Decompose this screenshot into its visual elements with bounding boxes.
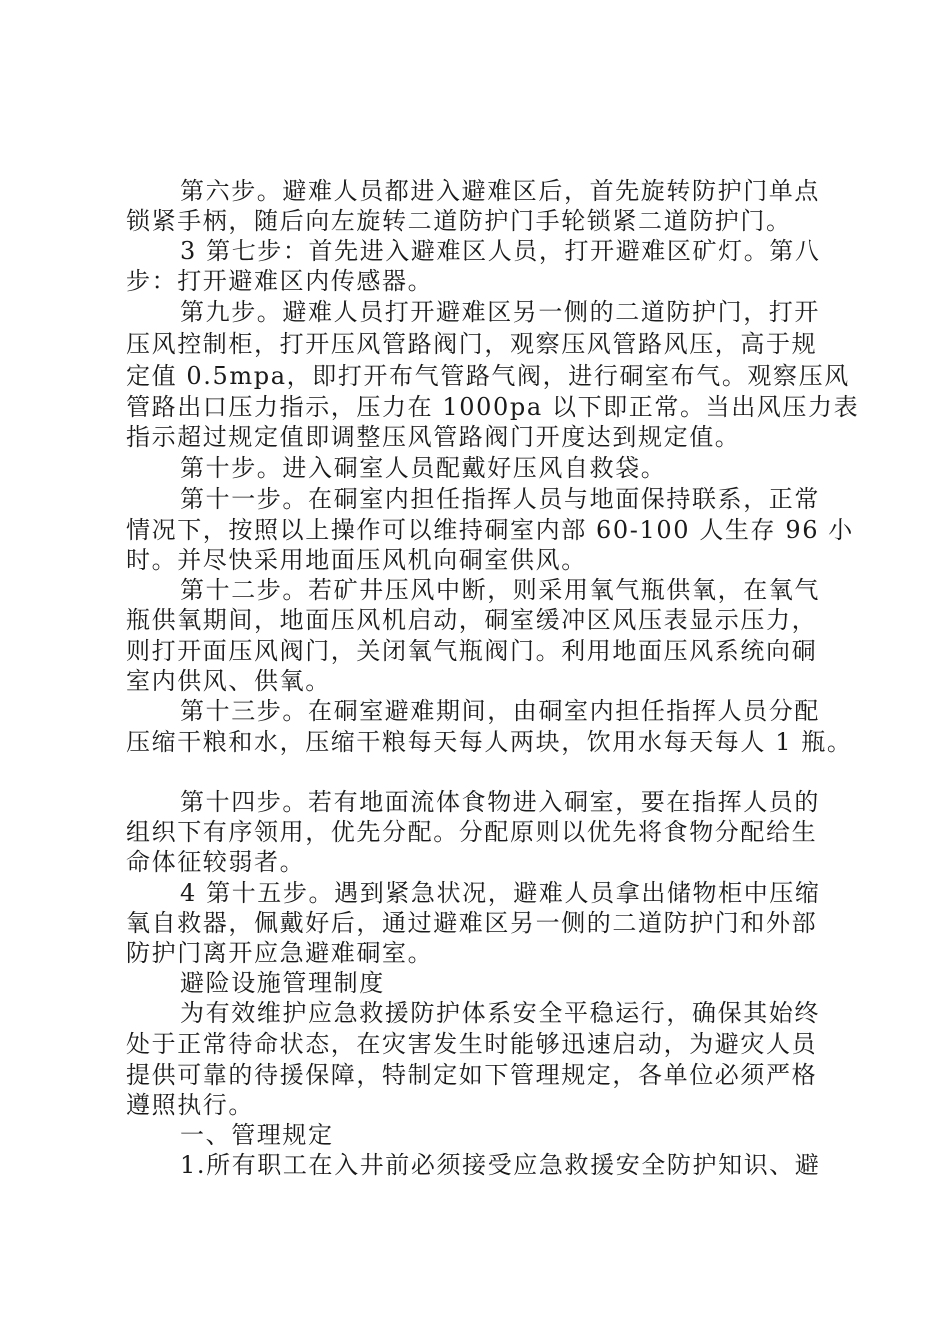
text-line: 第十三步。在硐室避难期间，由硐室内担任指挥人员分配 — [180, 697, 820, 725]
text-line: 4 第十五步。遇到紧急状况，避难人员拿出储物柜中压缩 — [180, 879, 821, 907]
text-line: 瓶供氧期间，地面压风机启动，硐室缓冲区风压表显示压力， — [126, 606, 818, 634]
text-line: 步：打开避难区内传感器。 — [126, 267, 434, 295]
text-line: 第九步。避难人员打开避难区另一侧的二道防护门，打开 — [180, 298, 820, 326]
text-line: 第十一步。在硐室内担任指挥人员与地面保持联系，正常 — [180, 485, 820, 513]
text-line: 1.所有职工在入井前必须接受应急救援安全防护知识、避 — [180, 1151, 821, 1179]
text-line: 处于正常待命状态，在灾害发生时能够迅速启动，为避灾人员 — [126, 1030, 818, 1058]
text-line: 防护门离开应急避难硐室。 — [126, 939, 434, 967]
text-line: 命体征较弱者。 — [126, 848, 306, 876]
text-line: 第十步。进入硐室人员配戴好压风自救袋。 — [180, 454, 667, 482]
text-line: 氧自救器，佩戴好后，通过避难区另一侧的二道防护门和外部 — [126, 909, 818, 937]
text-line: 情况下，按照以上操作可以维持硐室内部 60-100 人生存 96 小 — [126, 516, 854, 544]
text-line: 3 第七步：首先进入避难区人员，打开避难区矿灯。第八 — [180, 237, 821, 265]
text-line: 锁紧手柄，随后向左旋转二道防护门手轮锁紧二道防护门。 — [126, 207, 792, 235]
subsection-heading: 一、管理规定 — [180, 1121, 334, 1149]
text-line: 提供可靠的待援保障，特制定如下管理规定，各单位必须严格 — [126, 1061, 818, 1089]
text-line: 室内供风、供氧。 — [126, 667, 331, 695]
text-line: 指示超过规定值即调整压风管路阀门开度达到规定值。 — [126, 423, 741, 451]
text-line: 管路出口压力指示，压力在 1000pa 以下即正常。当出风压力表 — [126, 393, 860, 421]
text-line: 压风控制柜，打开压风管路阀门，观察压风管路风压，高于规 — [126, 330, 818, 358]
text-line: 定值 0.5mpa，即打开布气管路气阀，进行硐室布气。观察压风 — [126, 362, 850, 390]
text-line: 为有效维护应急救援防护体系安全平稳运行，确保其始终 — [180, 999, 820, 1027]
text-line: 组织下有序领用，优先分配。分配原则以优先将食物分配给生 — [126, 818, 818, 846]
text-line: 第十二步。若矿井压风中断，则采用氧气瓶供氧，在氧气 — [180, 576, 820, 604]
text-line: 遵照执行。 — [126, 1091, 254, 1119]
text-line: 压缩干粮和水，压缩干粮每天每人两块，饮用水每天每人 1 瓶。 — [126, 728, 853, 756]
text-line: 时。并尽快采用地面压风机向硐室供风。 — [126, 546, 587, 574]
text-line: 则打开面压风阀门，关闭氧气瓶阀门。利用地面压风系统向硐 — [126, 637, 818, 665]
text-line: 第十四步。若有地面流体食物进入硐室，要在指挥人员的 — [180, 788, 820, 816]
section-heading: 避险设施管理制度 — [180, 969, 385, 997]
text-line: 第六步。避难人员都进入避难区后，首先旋转防护门单点 — [180, 177, 820, 205]
